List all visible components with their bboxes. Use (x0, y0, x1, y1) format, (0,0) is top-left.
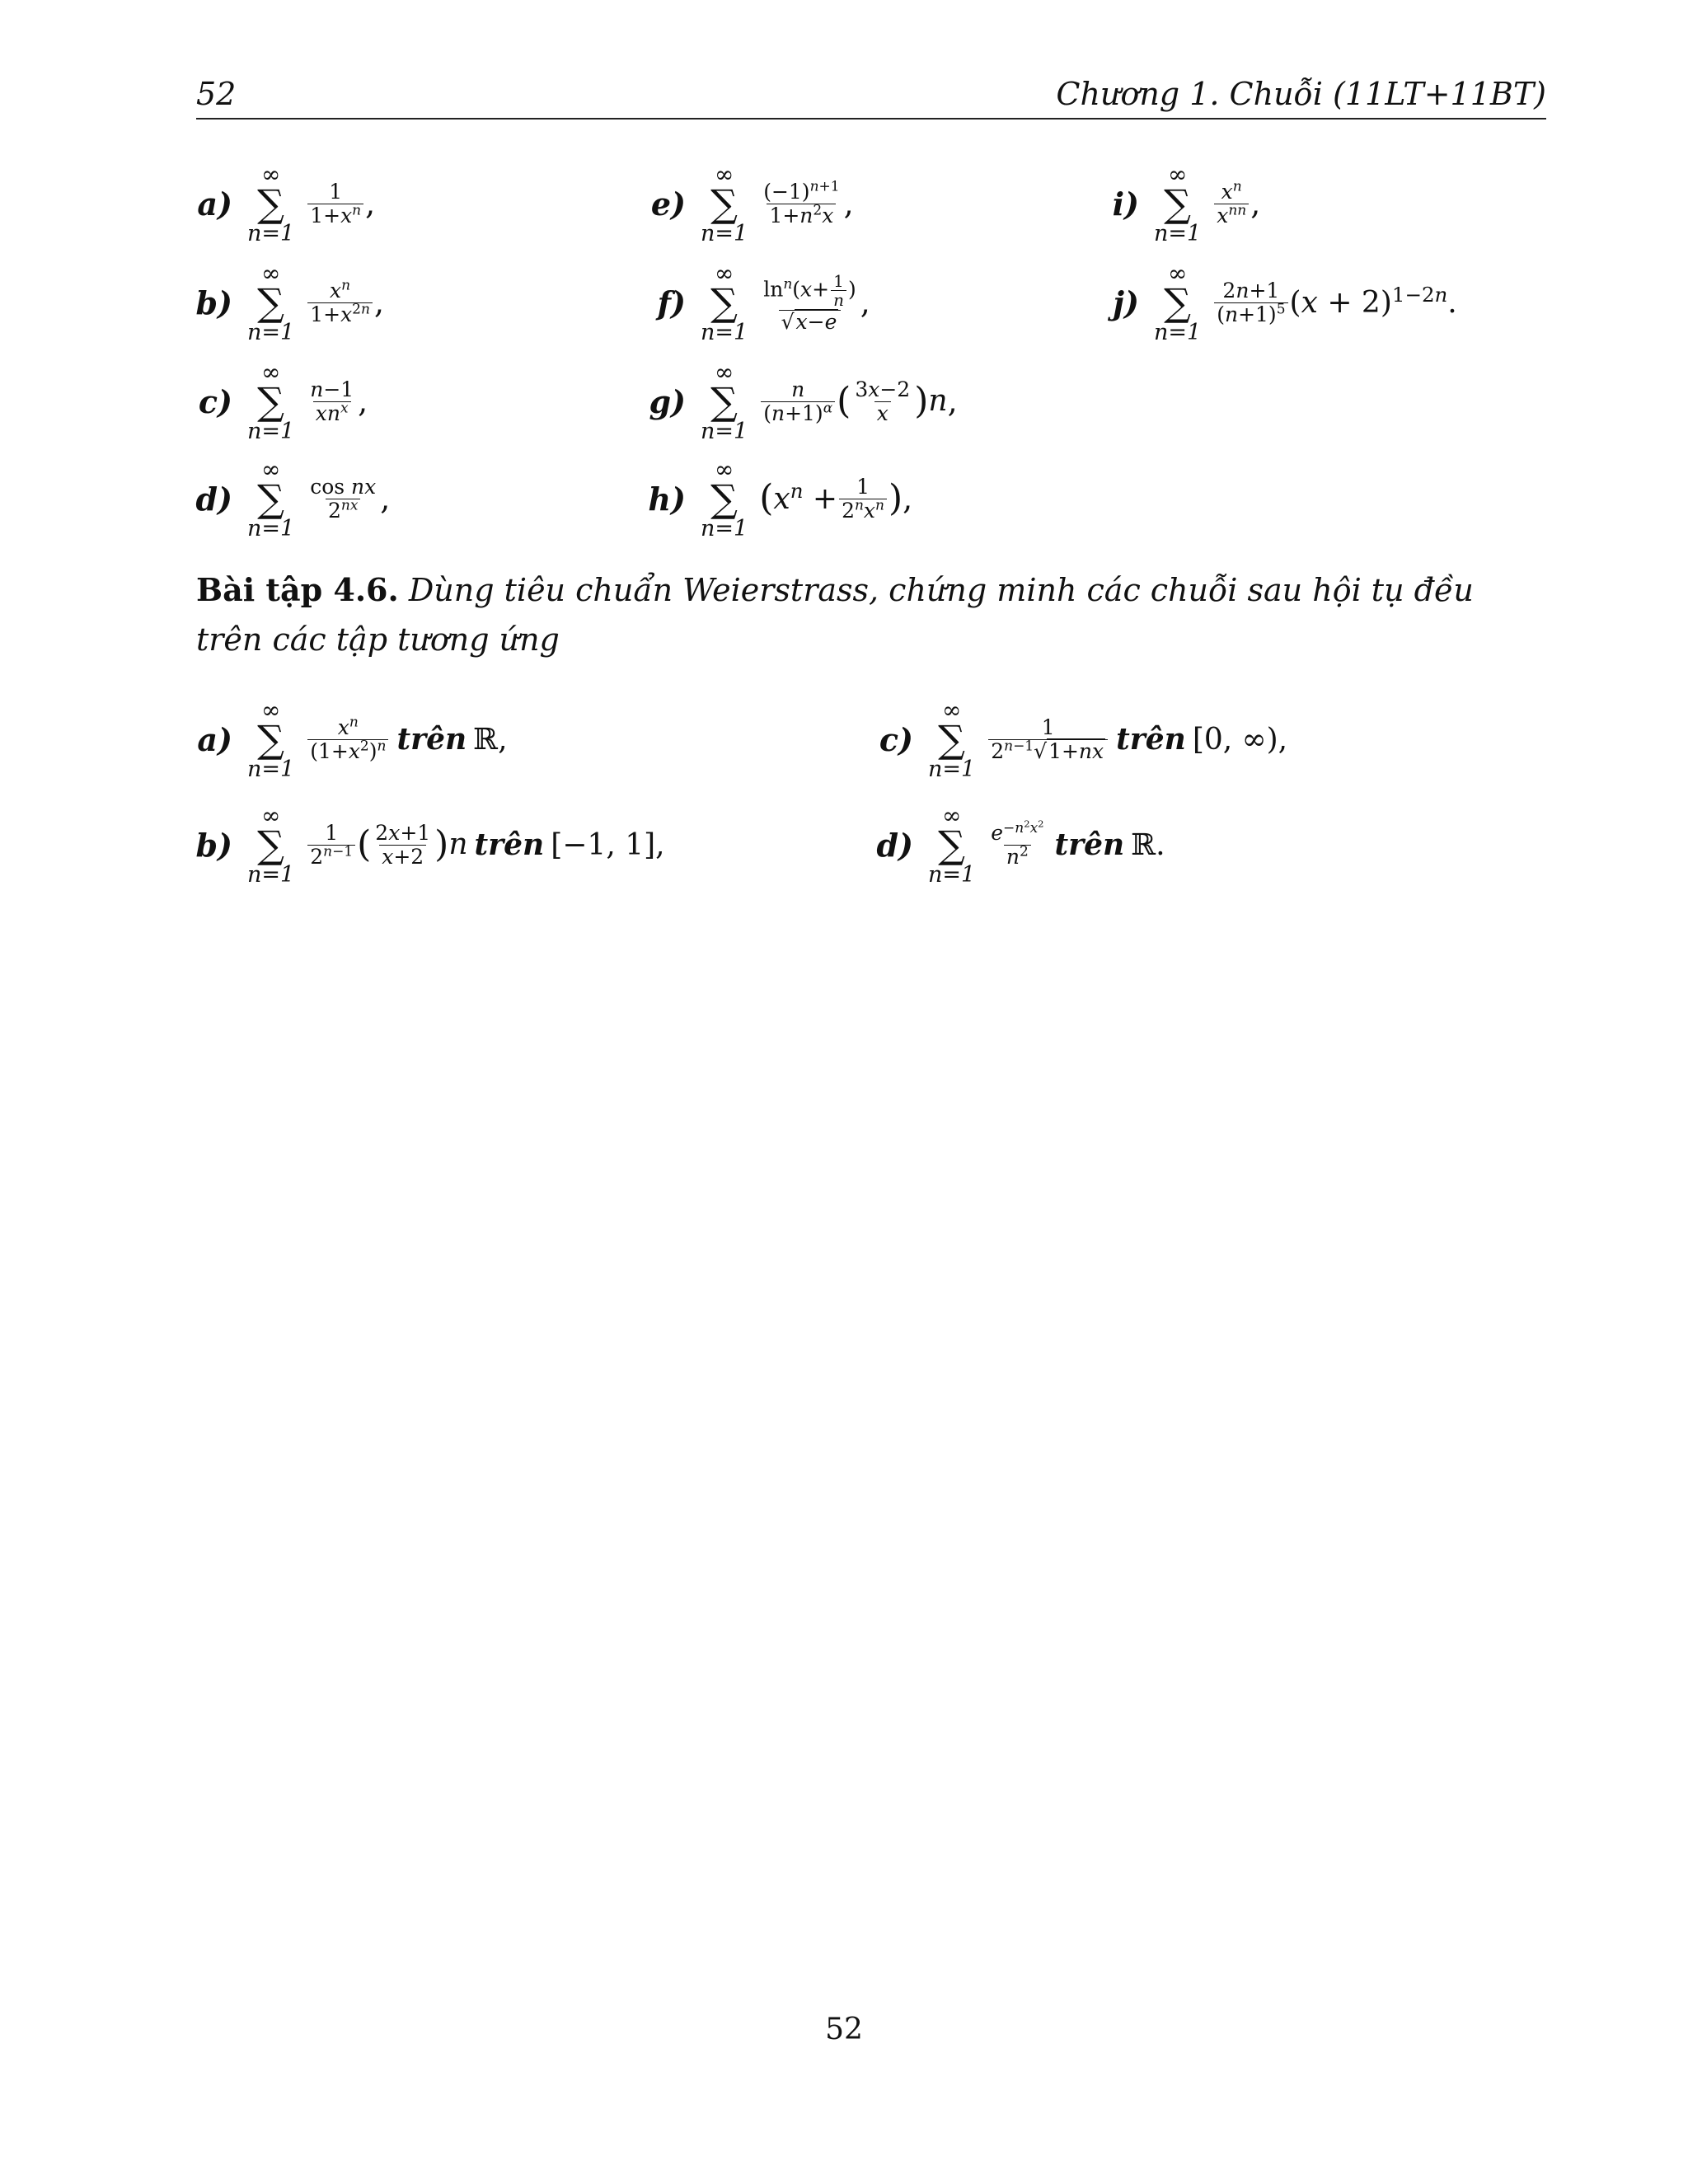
sum-symbol: ∞ ∑ n=1 (928, 696, 976, 782)
series-i: i) ∞ ∑ n=1 $\frac{x^n}{x^{nn}}$ , (1098, 163, 1260, 245)
header-rule (196, 118, 1546, 120)
fraction: $\frac{1}{2^{n-1}√1+nx}$ (988, 716, 1108, 763)
item-label: a) (197, 720, 232, 758)
fraction: $\frac{\text{cos nx}}{2^{nx}}$ (310, 474, 377, 523)
series-j: j) ∞ ∑ n=1 $\frac{2n+1}{(n+1)^5}$ $(x + 2)^{1-2n}$. (1098, 262, 1457, 344)
item-label: d) (195, 480, 232, 518)
fraction: $\frac{1}{2^{n-1}}$ (307, 822, 355, 869)
item-label: i) (1112, 185, 1139, 223)
exercise-text: Dùng tiêu chuẩn Weierstrass, chứng minh các chuỗi sau hội tụ đều trên các tập tương ứng (196, 572, 1474, 658)
fraction: $\frac{3x-2}{x}$ (855, 377, 911, 425)
footer-page-number: 52 (825, 2013, 863, 2046)
sum-symbol: ∞ ∑ n=1 (701, 456, 748, 541)
weierstrass-a (191, 696, 508, 782)
fraction: $\frac{x^n}{x^{nn}}$ (1214, 180, 1249, 227)
item-label: b) (195, 284, 232, 321)
sum-symbol: ∞ ∑ n=1 (701, 260, 748, 345)
domain-a: ℝ, (473, 722, 508, 757)
series-d: d) ∞ ∑ n=1 $\frac{\text{cos nx}}{2^{nx}}$ , (191, 458, 390, 540)
fraction: $\frac{1}{2^nx^n}$ (839, 476, 887, 523)
header-page-number: 52 (196, 76, 237, 112)
series-b: b) ∞ ∑ n=1 $\frac{x^n}{1+x^{2n}}$ , (191, 262, 384, 344)
series-h: h) ∞ ∑ n=1 ( $x^n$ + $\frac{1}{2^nx^n}$ ) , (645, 458, 912, 540)
exercise-title: Bài tập 4.6. (196, 571, 399, 608)
fraction: $\frac{n-1}{xn^x}$ (310, 377, 354, 425)
fraction: $\frac{(-1)^{n+1}}{1+n^2x}$ (763, 178, 840, 227)
domain-d: ℝ. (1131, 827, 1165, 862)
item-label: c) (198, 382, 232, 420)
domain-c: [0, ∞), (1192, 722, 1288, 757)
series-g: g) ∞ ∑ n=1 $\frac{n}{(n+1)^\alpha}$ ( $\frac{3x-2}{x}$ ) n , (645, 361, 958, 443)
fraction: $\frac{1}{1+x^n}$ (307, 180, 363, 227)
series-f: f) ∞ ∑ n=1 $\ln^n(x+$ $\frac{1}{n}$ ) √x−e , (645, 262, 870, 344)
sum-symbol: ∞ ∑ n=1 (1154, 260, 1202, 345)
sum-symbol: ∞ ∑ n=1 (247, 161, 295, 246)
on-word: trên (1054, 827, 1125, 863)
on-word: trên (474, 827, 545, 863)
item-label: j) (1113, 284, 1139, 321)
fraction: $\frac{e^{-n^2x^2}}{n^2}$ (991, 817, 1044, 869)
fraction: $\frac{x^n}{(1+x^2)^n}$ (307, 716, 388, 763)
item-label: e) (650, 185, 686, 223)
fraction: $\ln^n(x+$ $\frac{1}{n}$ ) √x−e (763, 270, 856, 334)
item-label: a) (197, 185, 232, 223)
item-label: g) (649, 382, 686, 420)
item-label: c) (879, 720, 913, 758)
sum-symbol: ∞ ∑ n=1 (928, 802, 976, 888)
item-label: h) (648, 480, 686, 518)
sum-symbol: ∞ ∑ n=1 (701, 359, 748, 444)
header-chapter-title: Chương 1. Chuỗi (11LT+11BT) (1056, 76, 1546, 112)
sum-symbol: ∞ ∑ n=1 (1154, 161, 1202, 246)
sum-symbol: ∞ ∑ n=1 (247, 696, 295, 782)
sum-symbol: ∞ ∑ n=1 (701, 161, 748, 246)
item-label: f) (657, 284, 686, 321)
weierstrass-b: b) ∞ ∑ n=1 $\frac{1}{2^{n-1}}$ ( $\frac{2x+1}{x+2}$ ) n trên [−1, 1], (191, 804, 665, 886)
sum-symbol: ∞ ∑ n=1 (247, 260, 295, 345)
fraction: $\frac{x^n}{1+x^{2n}}$ (307, 279, 373, 326)
item-label: b) (195, 826, 232, 864)
fraction: $\frac{2x+1}{x+2}$ (375, 820, 431, 869)
series-e: e) ∞ ∑ n=1 $\frac{(-1)^{n+1}}{1+n^2x}$ , (645, 163, 854, 245)
fraction: $\frac{2n+1}{(n+1)^5}$ (1214, 279, 1287, 326)
sum-symbol: ∞ ∑ n=1 (247, 359, 295, 444)
series-c: c) ∞ ∑ n=1 $\frac{n-1}{xn^x}$ , (191, 361, 368, 443)
domain-b: [−1, 1], (551, 827, 665, 862)
sum-symbol: ∞ ∑ n=1 (247, 802, 295, 888)
sum-symbol: ∞ ∑ n=1 (247, 456, 295, 541)
series-a: a) ∞ ∑ n=1 $\frac{1}{1+x^n}$ , (191, 163, 375, 245)
fraction: $\frac{n}{(n+1)^\alpha}$ (761, 378, 835, 425)
item-label: d) (876, 826, 913, 864)
on-word: trên (1116, 722, 1186, 757)
weierstrass-d (872, 804, 1165, 886)
weierstrass-c (872, 696, 1288, 782)
on-word: trên (396, 722, 467, 757)
exercise-4-6 (196, 565, 1548, 664)
